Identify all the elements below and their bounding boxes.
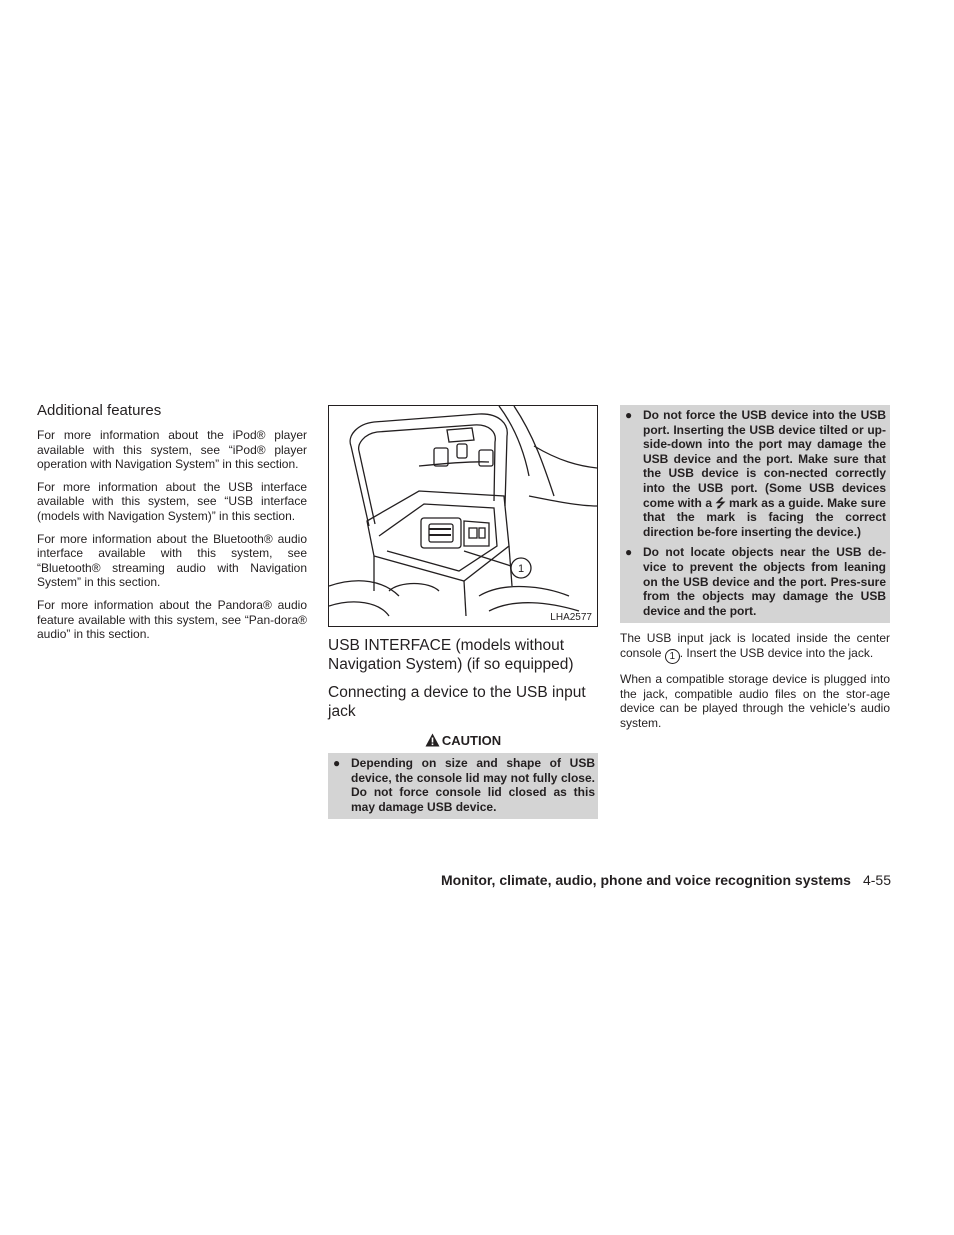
- left-column: [37, 402, 307, 650]
- callout-reference: 1: [665, 649, 680, 664]
- bullet-icon: ●: [625, 408, 633, 422]
- usb-jack-location-paragraph: [620, 631, 890, 664]
- pandora-paragraph: For more information about the Pandora® audio feature available with this system, see “Pan-dora® audio” in this section.: [37, 597, 307, 642]
- caution-title: CAUTION: [441, 733, 502, 748]
- caution-item: [623, 545, 886, 618]
- caution-continued-box: [620, 405, 890, 623]
- page-footer: [441, 872, 891, 888]
- page-number: 4-55: [862, 872, 891, 888]
- figure-code: LHA2577: [550, 612, 592, 623]
- chapter-title: Monitor, climate, audio, phone and voice recognition systems: [441, 872, 851, 888]
- console-usb-illustration: [328, 405, 598, 627]
- para-text-after: . Insert the USB device into the jack.: [679, 645, 874, 660]
- bullet-icon: ●: [625, 545, 633, 560]
- caution-body: [328, 753, 598, 819]
- callout-number: 1: [517, 563, 525, 575]
- caution-header: [328, 731, 598, 753]
- caution-box: [328, 731, 598, 819]
- caution-item: [623, 408, 886, 539]
- right-column: [620, 405, 890, 738]
- usb-paragraph: For more information about the USB interface available with this system, see “USB interface (models with Navigation System)” in this section.: [37, 479, 307, 523]
- usb-interface-heading: USB INTERFACE (models without Navigation System) (if so equipped): [328, 637, 574, 673]
- middle-column: [328, 405, 598, 819]
- caution-item-text: Depending on size and shape of USB device, the console lid may not fully close. Do not force console lid closed as this may damage USB device.: [351, 756, 595, 814]
- connecting-device-heading: Connecting a device to the USB input jack: [328, 684, 586, 720]
- warning-triangle-icon: [425, 733, 440, 750]
- additional-features-heading: Additional features: [37, 402, 162, 419]
- bluetooth-paragraph: For more information about the Bluetooth® audio interface available with this system, see “Bluetooth® streaming audio with Navigation System” in this section.: [37, 531, 307, 590]
- para-text-before: The USB input jack is located inside the center console: [620, 631, 890, 660]
- ipod-paragraph: For more information about the iPod® player available with this system, see “iPod® player operation with Navigation System” in this section.: [37, 428, 307, 472]
- caution-item: [331, 756, 595, 814]
- caution-item-text: Do not locate objects near the USB de-vice to prevent the objects from leaning on the USB device and the port. Pres-sure from the objects may damage the USB device and the port.: [643, 545, 886, 618]
- bullet-icon: ●: [333, 756, 341, 770]
- compatible-device-paragraph: When a compatible storage device is plugged into the jack, compatible audio files on the stor-age device can be played through the vehicle’s audio system.: [620, 671, 890, 730]
- console-drawing: [329, 406, 597, 626]
- caution-item-text: Do not force the USB device into the USB port. Inserting the USB device tilted or up-side-down into the port may damage the USB device and the port. Make sure that the USB device is con-nected correctly into the USB port. (Some USB devices come with a ⭍ mark as a guide. Make sure that the mark is facing the correct direction be-fore inserting the device.): [643, 408, 886, 539]
